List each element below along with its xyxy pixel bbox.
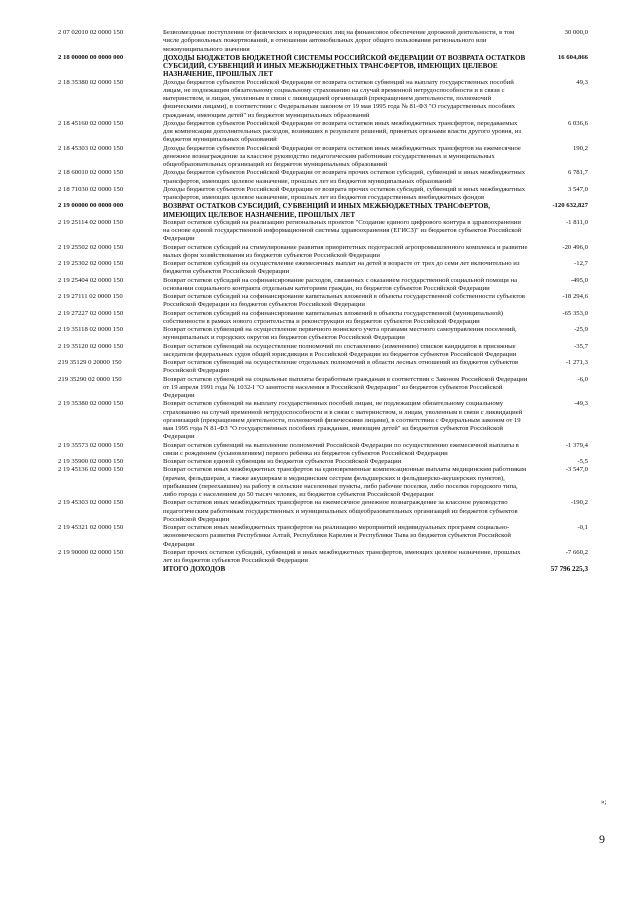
description-cell: Возврат остатков иных межбюджетных трансфертов на реализацию мероприятий индивидуальных программ социально-экономического развития Республики Алтай, Республики Карелия и Республики Тыва из бюджетов субъектов Российской Федерации [163,524,512,548]
amount-cell: 190,2 [572,144,588,152]
description-cell: ДОХОДЫ БЮДЖЕТОВ БЮДЖЕТНОЙ СИСТЕМЫ РОССИЙСКОЙ ФЕДЕРАЦИИ ОТ ВОЗВРАТА ОСТАТКОВ СУБСИДИЙ, СУБВЕНЦИЙ И ИНЫХ МЕЖБЮДЖЕТНЫХ ТРАНСФЕРТОВ, ИМЕЮЩИХ ЦЕЛЕВОЕ НАЗНАЧЕНИЕ, ПРОШЛЫХ ЛЕТ [163,53,526,79]
table-row [58,376,588,401]
amount-cell: -20 496,0 [562,243,588,251]
budget-code-cell: 2 19 25302 02 0000 150 [58,260,124,268]
budget-code-cell: 219 35129 0 20000 150 [58,359,122,367]
amount-cell: 3 547,0 [567,185,588,193]
table-row [58,442,588,459]
amount-cell: -1 271,3 [565,359,588,367]
budget-code-cell: 2 19 25404 02 0000 150 [58,276,124,284]
budget-code-cell: 2 18 45303 02 0000 150 [58,144,124,152]
table-row [58,260,588,277]
amount-cell: -25,9 [574,326,588,334]
total-row [58,565,588,573]
closing-quote-mark: »; [601,798,607,806]
description-cell: Безвозмездные поступления от физических и юридических лиц на финансовое обеспечение дорожной деятельности, в том числе добровольных пожертвований, в отношении автомобильных дорог общего пользования регионального или межмуниципального значения [163,29,515,53]
budget-code-cell: 2 19 90000 02 0000 150 [58,548,124,556]
amount-cell: -35,7 [574,342,588,350]
description-cell: ВОЗВРАТ ОСТАТКОВ СУБСИДИЙ, СУБВЕНЦИЙ И ИНЫХ МЕЖБЮДЖЕТНЫХ ТРАНСФЕРТОВ, ИМЕЮЩИХ ЦЕЛЕВОЕ НАЗНАЧЕНИЕ, ПРОШЛЫХ ЛЕТ [163,202,491,219]
budget-code-cell: 2 19 27227 02 0000 150 [58,309,124,317]
budget-code-cell: 2 19 35118 02 0000 150 [58,326,123,334]
table-row [58,359,588,376]
description-cell: Возврат остатков субсидий на стимулирование развития приоритетных подотраслей агропромышленного комплекса и развитие малых форм хозяйствования из бюджетов субъектов Российской Федерации [163,243,528,259]
table-row [58,343,588,360]
table-row [58,466,588,499]
description-cell: Доходы бюджетов субъектов Российской Федерации от возврата прочих остатков субсидий, субвенций и иных межбюджетных трансфертов, имеющих целевое назначение, прошлых лет из бюджетов муниципальных образований [163,169,526,185]
budget-code-cell: 2 18 00000 00 0000 000 [58,53,124,61]
amount-cell: -3 547,0 [565,466,588,474]
amount-cell: 57 796 225,3 [550,565,588,574]
table-row [58,186,588,203]
description-cell: Возврат остатков иных межбюджетных трансфертов на единовременные компенсационные выплаты медицинским работникам (врачам, фельдшерам, а также акушеркам и медицинским сестрам фельдшерских и фельдшерско-акушерских пунктов), прибывшим (переехавшим) на работу в сельские населенные пункты, либо рабочие поселки, либо поселки городского типа, либо города с населением до 50 тысяч человек, из бюджетов субъектов Российской Федерации [163,466,527,499]
amount-cell: -5,5 [577,458,588,466]
table-row [58,219,588,244]
description-cell: ИТОГО ДОХОДОВ [163,565,226,574]
description-cell: Возврат остатков субвенций на осуществление первичного воинского учета органами местного самоуправления поселений, муниципальных и городских округов из бюджетов субъектов Российской Федерации [163,326,517,342]
budget-code-cell: 2 19 25502 02 0000 150 [58,243,124,251]
amount-cell: -495,0 [570,276,588,284]
amount-cell: -49,3 [574,400,588,408]
description-cell: Возврат остатков субсидий на реализацию региональных проектов "Создание единого цифрового контура в здравоохранении на основе единой государственной информационной системы здравоохранения (ЕГИСЗ)" из бюджетов субъектов Российской Федерации [163,218,522,243]
table-row [58,79,588,120]
table-row [58,400,588,441]
description-cell: Возврат прочих остатков субсидий, субвенций и иных межбюджетных трансфертов, имеющих целевое назначение, прошлых лет из бюджетов субъектов Российской Федерации [163,548,521,565]
budget-code-cell: 2 19 00000 00 0000 000 [58,202,124,210]
amount-cell: 6 036,6 [567,119,588,127]
table-row [58,120,588,145]
description-cell: Возврат остатков субсидий на софинансирование расходов, связанных с оказанием государственной социальной помощи на основании социального контракта отдельным категориям граждан, из бюджетов субъектов Российской Федерации [163,276,518,292]
description-cell: Возврат остатков субвенций на осуществление отдельных полномочий в области лесных отношений из бюджетов субъектов Российской Федерации [163,359,519,375]
page-number: 9 [599,832,605,846]
table-row [58,326,588,343]
description-cell: Доходы бюджетов субъектов Российской Федерации от возврата остатков иных межбюджетных трансфертов, передаваемых для компенсации дополнительных расходов, возникших в результате решений, принятых органами власти другого уровня, из бюджетов муниципальных образований [163,119,521,144]
table-row [58,145,588,170]
amount-cell: -6,0 [577,375,588,383]
budget-revenue-table [58,29,588,574]
description-cell: Возврат остатков единой субвенции из бюджетов субъектов Российской Федерации [163,458,402,466]
amount-cell: -18 294,6 [562,293,588,301]
description-cell: Доходы бюджетов субъектов Российской Федерации от возврата прочих остатков субсидий, субвенций и иных межбюджетных трансфертов, имеющих целевое назначение, прошлых лет из бюджетов государственных внебюджетных фондов [163,185,526,202]
budget-code-cell: 2 18 45160 02 0000 150 [58,119,124,127]
budget-code-cell: 2 18 60010 02 0000 150 [58,169,124,177]
table-row [58,499,588,524]
budget-code-cell: 2 19 27111 02 0000 150 [58,293,123,301]
table-row [58,310,588,327]
amount-cell: -0,1 [577,524,588,532]
amount-cell: -12,7 [574,260,588,268]
description-cell: Возврат остатков субвенций на выполнение полномочий Российской Федерации по осуществлению ежемесячной выплаты в связи с рождением (усыновлением) первого ребенка из бюджетов субъектов Российской Федерации [163,441,519,457]
amount-cell: -190,2 [570,499,588,507]
amount-cell: -1 811,0 [565,218,588,226]
description-cell: Доходы бюджетов субъектов Российской Федерации от возврата остатков иных межбюджетных трансфертов на ежемесячное денежное вознаграждение за классное руководство педагогическим работникам государственных и муниципальных общеобразовательных организаций из бюджетов муниципальных образований [163,144,521,169]
budget-code-cell: 219 35290 02 0000 150 [58,375,122,383]
budget-code-cell: 2 19 35900 02 0000 150 [58,458,124,466]
description-cell: Возврат остатков субвенций на социальные выплаты безработным гражданам в соответствии с Законом Российской Федерации от 19 апреля 1991 года № 1032-I "О занятости населения в Российской Федерации" из бюджетов субъектов Российской Федерации [163,375,528,400]
budget-code-cell [58,565,163,573]
table-row [58,169,588,186]
description-cell: Доходы бюджетов субъектов Российской Федерации от возврата остатков субвенций на выплату государственных пособий лицам, не подлежащим обязательному социальному страхованию на случай временной нетрудоспособности и в связи с материнством, и лицам, уволенным в связи с ликвидацией организаций (прекращением деятельности, полномочий физическими лицами), в соответствии с Федеральным законом от 19 мая 1995 года № 81-ФЗ "О государственных пособиях гражданам, имеющим детей" из бюджетов муниципальных образований [163,78,515,119]
table-row [58,29,588,54]
table-row [58,549,588,566]
description-cell: Возврат остатков субсидий на осуществление ежемесячных выплат на детей в возрасте от трех до семи лет включительно из бюджетов субъектов Российской Федерации [163,260,520,276]
amount-cell: 49,3 [576,78,588,86]
budget-code-cell: 2 18 35380 02 0000 150 [58,78,124,86]
budget-code-cell: 2 07 02010 02 0000 150 [58,29,124,36]
amount-cell: 30 000,0 [564,29,588,36]
description-cell: Возврат остатков субсидий на софинансирование капитальных вложений в объекты государственной (муниципальной) собственности в рамках нового строительства и реконструкции из бюджетов субъектов Российской Федерации [163,309,504,325]
table-row [58,293,588,310]
budget-code-cell: 2 19 35380 02 0000 150 [58,400,124,408]
group-row [58,54,588,79]
description-cell: Возврат остатков субсидий на софинансирование капитальных вложений в объекты государственной собственности субъектов Российской Федерации из бюджетов субъектов Российской Федерации [163,293,525,309]
budget-code-cell: 2 19 45303 02 0000 150 [58,499,124,507]
amount-cell: -1 379,4 [565,441,588,449]
budget-code-cell: 2 18 71030 02 0000 150 [58,185,124,193]
description-cell: Возврат остатков субвенций на выплату государственных пособий лицам, не подлежащим обязательному социальному страхованию на случай временной нетрудоспособности и в связи с материнством, и лицам, уволенным в связи с ликвидацией организаций (прекращением деятельности, полномочий физическими лицами), в соответствии с Федеральным законом от 19 мая 1995 года N 81-ФЗ "О государственных пособиях гражданам, имеющим детей" из бюджетов субъектов Российской Федерации [163,400,523,441]
table-row [58,524,588,549]
table-body [58,29,588,574]
description-cell: Возврат остатков иных межбюджетных трансфертов на ежемесячное денежное вознаграждение за классное руководство педагогическим работникам государственных и муниципальных общеобразовательных организаций из бюджетов субъектов Российской Федерации [163,499,518,523]
amount-cell: 6 781,7 [567,169,588,177]
table-row [58,458,588,466]
budget-code-cell: 2 19 45136 02 0000 150 [58,466,124,474]
table-row [58,244,588,261]
amount-cell: -120 632,827 [552,202,588,210]
amount-cell: -65 353,0 [562,309,588,317]
amount-cell: -7 660,2 [565,548,588,556]
table-row [58,277,588,294]
group-row [58,202,588,219]
budget-code-cell: 2 19 35120 02 0000 150 [58,342,124,350]
budget-code-cell: 2 19 45321 02 0000 150 [58,524,124,532]
description-cell: Возврат остатков субвенций на осуществление полномочий по составлению (изменению) списков кандидатов в присяжные заседатели федеральных судов общей юрисдикции в Российской Федерации из бюджетов субъектов Российской Федерации [163,342,517,358]
budget-code-cell: 2 19 35573 02 0000 150 [58,441,124,449]
budget-code-cell: 2 19 25114 02 0000 150 [58,218,123,226]
amount-cell: 16 604,866 [557,53,588,61]
